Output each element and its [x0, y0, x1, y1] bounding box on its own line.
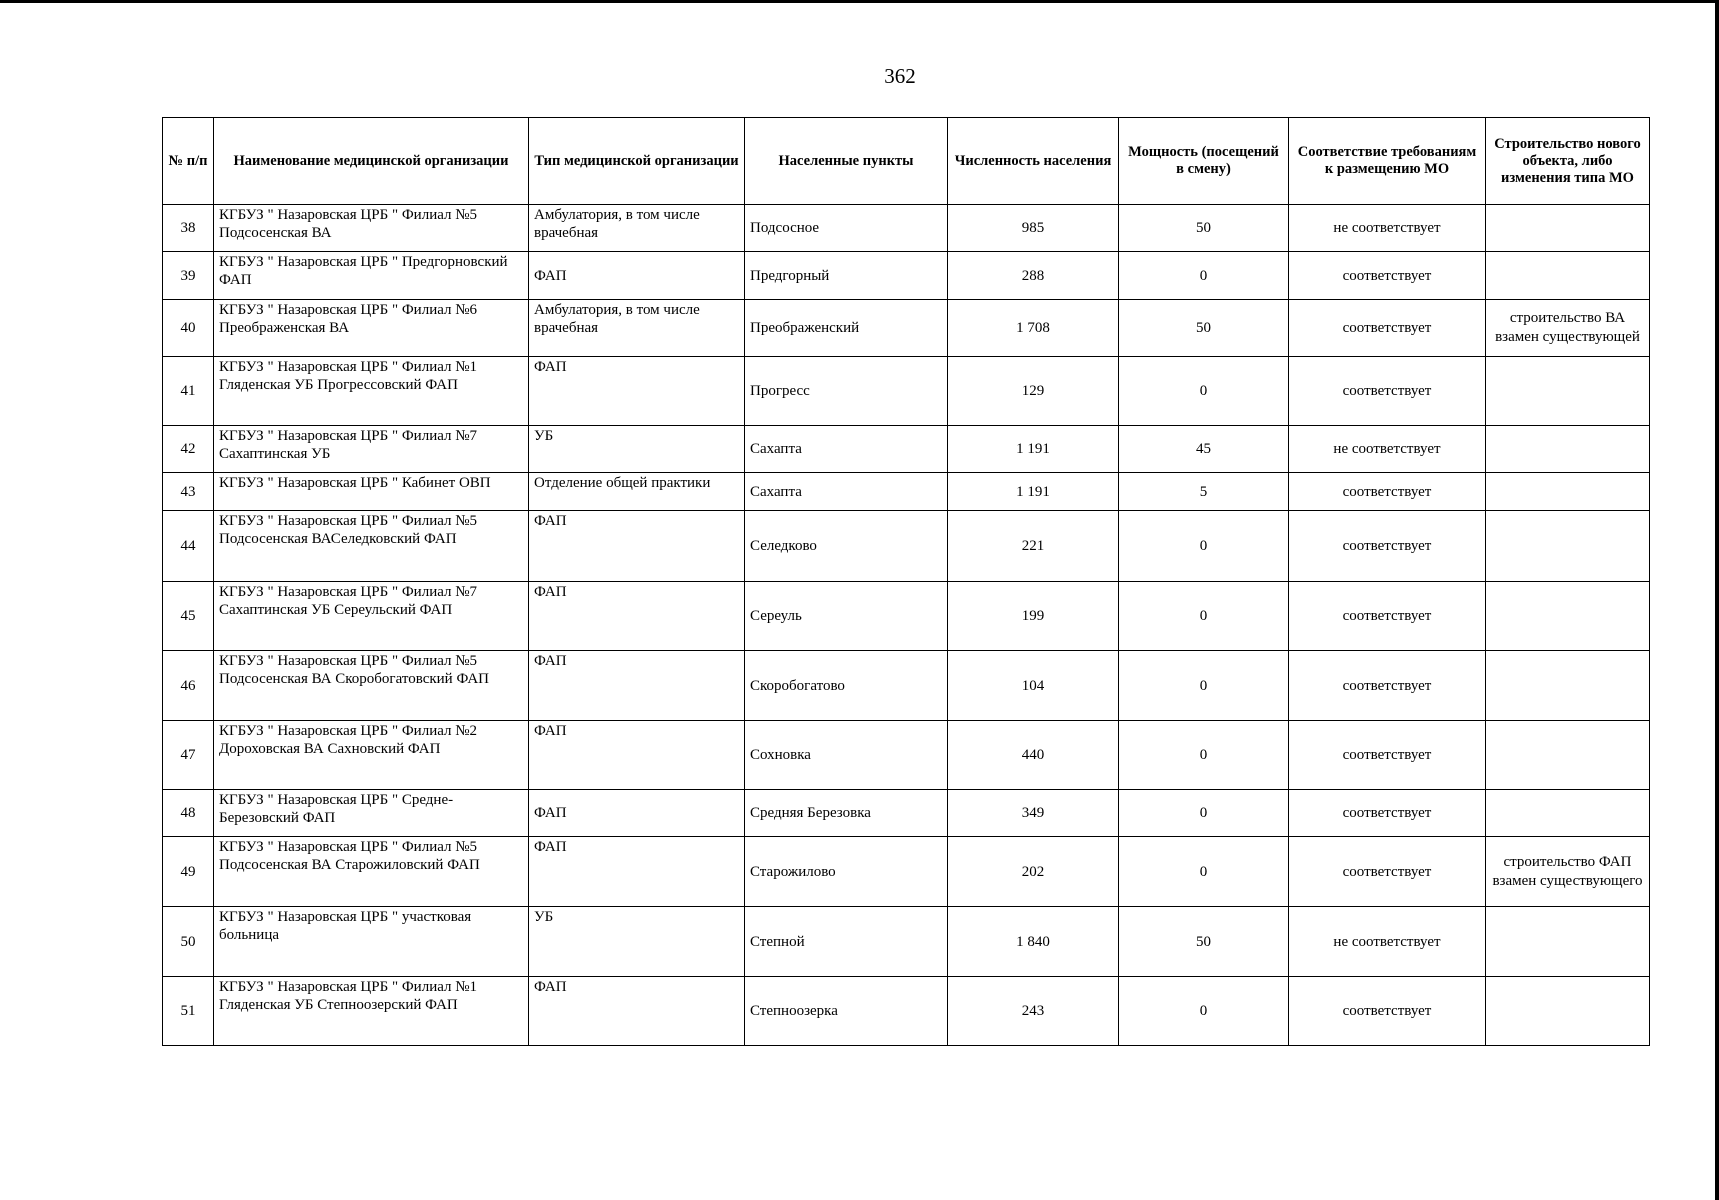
capacity: 0 [1119, 837, 1289, 907]
table-row [163, 582, 1650, 651]
construction-note [1486, 252, 1650, 300]
population: 440 [948, 721, 1119, 790]
compliance-status: соответствует [1289, 473, 1486, 511]
population: 349 [948, 790, 1119, 837]
settlement: Предгорный [745, 252, 948, 300]
compliance-status: соответствует [1289, 357, 1486, 426]
table-row [163, 426, 1650, 473]
settlement: Степноозерка [745, 977, 948, 1046]
settlement: Сахапта [745, 426, 948, 473]
construction-note: строительство ВА взамен существующей [1486, 300, 1650, 357]
capacity: 0 [1119, 511, 1289, 582]
construction-note [1486, 473, 1650, 511]
organization-type: ФАП [529, 721, 745, 790]
table-row [163, 977, 1650, 1046]
row-number: 38 [163, 205, 214, 252]
compliance-status: соответствует [1289, 582, 1486, 651]
capacity: 50 [1119, 300, 1289, 357]
table-row [163, 651, 1650, 721]
capacity: 50 [1119, 907, 1289, 977]
row-number: 49 [163, 837, 214, 907]
population: 1 840 [948, 907, 1119, 977]
column-header-compliance: Соответствие требованиям к размещению МО [1289, 118, 1486, 205]
settlement: Скоробогатово [745, 651, 948, 721]
row-number: 44 [163, 511, 214, 582]
population: 202 [948, 837, 1119, 907]
capacity: 0 [1119, 977, 1289, 1046]
settlement: Сахапта [745, 473, 948, 511]
column-header-capacity: Мощность (посещений в смену) [1119, 118, 1289, 205]
construction-note [1486, 426, 1650, 473]
row-number: 43 [163, 473, 214, 511]
organization-type: ФАП [529, 582, 745, 651]
population: 243 [948, 977, 1119, 1046]
compliance-status: соответствует [1289, 511, 1486, 582]
compliance-status: не соответствует [1289, 907, 1486, 977]
organization-type: ФАП [529, 357, 745, 426]
row-number: 40 [163, 300, 214, 357]
settlement: Средняя Березовка [745, 790, 948, 837]
organization-name: КГБУЗ " Назаровская ЦРБ " Филиал №1 Гляденская УБ Прогрессовский ФАП [214, 357, 529, 426]
organization-type: ФАП [529, 790, 745, 837]
organization-name: КГБУЗ " Назаровская ЦРБ " Кабинет ОВП [214, 473, 529, 511]
capacity: 45 [1119, 426, 1289, 473]
organization-type: ФАП [529, 837, 745, 907]
compliance-status: соответствует [1289, 651, 1486, 721]
column-header-organization-name: Наименование медицинской организации [214, 118, 529, 205]
settlement: Преображенский [745, 300, 948, 357]
population: 288 [948, 252, 1119, 300]
compliance-status: соответствует [1289, 300, 1486, 357]
construction-note [1486, 205, 1650, 252]
construction-note [1486, 907, 1650, 977]
column-header-population: Численность населения [948, 118, 1119, 205]
organization-type: Отделение общей практики [529, 473, 745, 511]
capacity: 0 [1119, 790, 1289, 837]
compliance-status: не соответствует [1289, 205, 1486, 252]
table-row [163, 300, 1650, 357]
construction-note [1486, 582, 1650, 651]
column-header-organization-type: Тип медицинской организации [529, 118, 745, 205]
organization-type: Амбулатория, в том числе врачебная [529, 300, 745, 357]
capacity: 0 [1119, 721, 1289, 790]
table-row [163, 357, 1650, 426]
organization-type: ФАП [529, 252, 745, 300]
row-number: 51 [163, 977, 214, 1046]
table-row [163, 252, 1650, 300]
settlement: Прогресс [745, 357, 948, 426]
row-number: 39 [163, 252, 214, 300]
organization-type: УБ [529, 907, 745, 977]
organization-type: ФАП [529, 511, 745, 582]
organization-name: КГБУЗ " Назаровская ЦРБ " Филиал №5 Подсосенская ВА Скоробогатовский ФАП [214, 651, 529, 721]
compliance-status: соответствует [1289, 252, 1486, 300]
population: 1 191 [948, 426, 1119, 473]
table-row [163, 473, 1650, 511]
organization-name: КГБУЗ " Назаровская ЦРБ " Средне-Березовский ФАП [214, 790, 529, 837]
construction-note [1486, 790, 1650, 837]
settlement: Степной [745, 907, 948, 977]
table-row [163, 205, 1650, 252]
row-number: 47 [163, 721, 214, 790]
organization-name: КГБУЗ " Назаровская ЦРБ " Филиал №1 Гляденская УБ Степноозерский ФАП [214, 977, 529, 1046]
construction-note [1486, 977, 1650, 1046]
scan-border-top [0, 0, 1719, 3]
population: 199 [948, 582, 1119, 651]
capacity: 0 [1119, 651, 1289, 721]
compliance-status: соответствует [1289, 837, 1486, 907]
construction-note: строительство ФАП взамен существующего [1486, 837, 1650, 907]
settlement: Подсосное [745, 205, 948, 252]
organization-type: ФАП [529, 977, 745, 1046]
settlement: Сохновка [745, 721, 948, 790]
row-number: 41 [163, 357, 214, 426]
row-number: 50 [163, 907, 214, 977]
organization-name: КГБУЗ " Назаровская ЦРБ " Филиал №7 Сахаптинская УБ [214, 426, 529, 473]
organization-name: КГБУЗ " Назаровская ЦРБ " участковая больница [214, 907, 529, 977]
table-row [163, 511, 1650, 582]
organization-type: УБ [529, 426, 745, 473]
compliance-status: не соответствует [1289, 426, 1486, 473]
table-row [163, 721, 1650, 790]
column-header-settlements: Населенные пункты [745, 118, 948, 205]
row-number: 45 [163, 582, 214, 651]
organization-name: КГБУЗ " Назаровская ЦРБ " Филиал №5 Подсосенская ВА Старожиловский ФАП [214, 837, 529, 907]
column-header-number: № п/п [163, 118, 214, 205]
population: 1 191 [948, 473, 1119, 511]
organization-type: Амбулатория, в том числе врачебная [529, 205, 745, 252]
capacity: 0 [1119, 582, 1289, 651]
population: 104 [948, 651, 1119, 721]
organization-name: КГБУЗ " Назаровская ЦРБ " Филиал №5 Подсосенская ВА [214, 205, 529, 252]
table-row [163, 907, 1650, 977]
column-header-construction: Строительство нового объекта, либо изменения типа МО [1486, 118, 1650, 205]
capacity: 0 [1119, 357, 1289, 426]
organization-name: КГБУЗ " Назаровская ЦРБ " Филиал №6 Преображенская ВА [214, 300, 529, 357]
medical-organizations-table [162, 117, 1650, 1046]
organization-name: КГБУЗ " Назаровская ЦРБ " Филиал №2 Дороховская ВА Сахновский ФАП [214, 721, 529, 790]
capacity: 5 [1119, 473, 1289, 511]
capacity: 50 [1119, 205, 1289, 252]
settlement: Старожилово [745, 837, 948, 907]
page-number: 362 [884, 64, 916, 88]
construction-note [1486, 511, 1650, 582]
population: 985 [948, 205, 1119, 252]
row-number: 42 [163, 426, 214, 473]
organization-type: ФАП [529, 651, 745, 721]
table-row [163, 790, 1650, 837]
population: 1 708 [948, 300, 1119, 357]
settlement: Сереуль [745, 582, 948, 651]
organization-name: КГБУЗ " Назаровская ЦРБ " Филиал №7 Сахаптинская УБ Сереульский ФАП [214, 582, 529, 651]
settlement: Селедково [745, 511, 948, 582]
compliance-status: соответствует [1289, 977, 1486, 1046]
table-row [163, 837, 1650, 907]
construction-note [1486, 651, 1650, 721]
compliance-status: соответствует [1289, 790, 1486, 837]
organization-name: КГБУЗ " Назаровская ЦРБ " Предгорновский ФАП [214, 252, 529, 300]
organization-name: КГБУЗ " Назаровская ЦРБ " Филиал №5 Подсосенская ВАСеледковский ФАП [214, 511, 529, 582]
row-number: 46 [163, 651, 214, 721]
construction-note [1486, 357, 1650, 426]
row-number: 48 [163, 790, 214, 837]
scan-border-right [1715, 0, 1719, 1200]
table-header-row [163, 118, 1650, 205]
compliance-status: соответствует [1289, 721, 1486, 790]
capacity: 0 [1119, 252, 1289, 300]
population: 221 [948, 511, 1119, 582]
population: 129 [948, 357, 1119, 426]
construction-note [1486, 721, 1650, 790]
